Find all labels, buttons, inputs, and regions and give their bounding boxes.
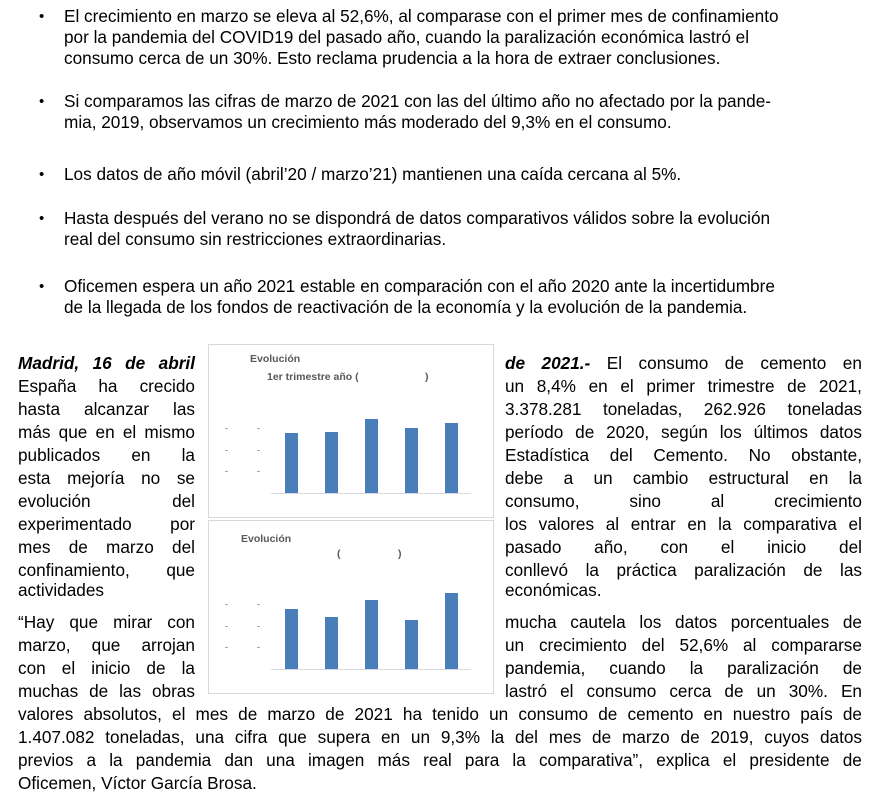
text-line: marzo, que arrojan (18, 635, 195, 655)
chart-march (208, 520, 494, 694)
chart-bar (285, 433, 298, 493)
text-line: un 8,4% en el primer trimestre de 2021, (505, 376, 862, 396)
text-line: confinamiento, que (18, 560, 195, 580)
bullet-dot-icon: • (39, 166, 45, 183)
text-line: lastró el consumo cerca de un 30%. En (505, 681, 862, 701)
text-line: previos a la pandemia dan una imagen más real para la comparativa”, explica el presidente de (18, 750, 862, 770)
bullet-text-line: real del consumo sin restricciones extraordinarias. (64, 229, 447, 249)
text-line: hasta alcanzar las (18, 399, 195, 419)
text-line: actividades (18, 580, 104, 600)
bullet-text-line: Oficemen espera un año 2021 estable en comparación con el año 2020 ante la incertidumbre (64, 276, 775, 296)
axis-tick (225, 428, 228, 429)
chart-first-quarter (208, 344, 494, 518)
axis-tick (257, 450, 260, 451)
text-line: experimentado por (18, 514, 195, 534)
text-line: de 2021.- El consumo de cemento en (505, 353, 862, 373)
text-line: un crecimiento del 52,6% al compararse (505, 635, 862, 655)
text-line: con el inicio de la (18, 658, 195, 678)
chart-bar (325, 432, 338, 493)
axis-tick (257, 428, 260, 429)
text-line: más que en el mismo (18, 422, 195, 442)
bullet-text-line: por la pandemia del COVID19 del pasado año, cuando la paralización económica lastró el (64, 27, 750, 47)
chart-2-plot (271, 573, 471, 669)
axis-tick (257, 647, 260, 648)
chart-2-subtitle-close: ) (398, 548, 402, 560)
text-line: conllevó la práctica paralización de las (505, 560, 862, 580)
text-line: mes de marzo del (18, 537, 195, 557)
bullet-text-line: de la llegada de los fondos de reactivación de la economía y la evolución de la pandemia. (64, 297, 748, 317)
bullet-dot-icon: • (39, 93, 45, 110)
text-line: Madrid, 16 de abril (18, 353, 195, 373)
bullet-dot-icon: • (39, 8, 45, 25)
bullet-text-line: Los datos de año móvil (abril’20 / marzo’21) mantienen una caída cercana al 5%. (64, 164, 682, 184)
text-line: pandemia, cuando la paralización de (505, 658, 862, 678)
chart-bar (445, 423, 458, 493)
axis-tick (225, 471, 228, 472)
bullet-dot-icon: • (39, 278, 45, 295)
text-line: 3.378.281 toneladas, 262.926 toneladas (505, 399, 862, 419)
text-line: España ha crecido (18, 376, 195, 396)
text-line: Oficemen, Víctor García Brosa. (18, 773, 257, 793)
text-line: valores absolutos, el mes de marzo de 2021 ha tenido un consumo de cemento en nuestro país de (18, 704, 862, 724)
axis-tick (225, 604, 228, 605)
text-line: muchas de las obras (18, 681, 195, 701)
chart-1-title: Evolución (250, 353, 301, 365)
axis-tick (225, 626, 228, 627)
bullet-dot-icon: • (39, 210, 45, 227)
chart-bar (445, 593, 458, 669)
chart-1-subtitle: 1er trimestre año ( (267, 371, 359, 383)
axis-tick (225, 450, 228, 451)
chart-bar (365, 600, 378, 669)
chart-baseline (271, 493, 471, 494)
chart-1-subtitle-close: ) (425, 371, 429, 383)
text-line: publicados en la (18, 445, 195, 465)
axis-tick (225, 647, 228, 648)
chart-bar (405, 620, 418, 669)
text-line: período de 2020, según los últimos datos (505, 422, 862, 442)
bullet-text-line: Hasta después del verano no se dispondrá de datos comparativos válidos sobre la evolución (64, 208, 771, 228)
text-line: los valores al entrar en la comparativa el (505, 514, 862, 534)
text-line: debe a un cambio estructural en la (505, 468, 862, 488)
text-line: “Hay que mirar con (18, 612, 195, 632)
chart-bar (325, 617, 338, 669)
text-line: consumo, sino al crecimiento (505, 491, 862, 511)
text-line: esta mejoría no se (18, 468, 195, 488)
text-line: mucha cautela los datos porcentuales de (505, 612, 862, 632)
bullet-text-line: El crecimiento en marzo se eleva al 52,6%, al comparase con el primer mes de confinamiento (64, 6, 779, 26)
text-line: evolución del (18, 491, 195, 511)
chart-bar (405, 428, 418, 493)
chart-1-plot (271, 397, 471, 493)
text-line: pasado año, con el inicio del (505, 537, 862, 557)
chart-2-title: Evolución (241, 533, 292, 545)
axis-tick (257, 471, 260, 472)
bullet-text-line: mia, 2019, observamos un crecimiento más moderado del 9,3% en el consumo. (64, 112, 672, 132)
chart-2-subtitle: ( (337, 548, 341, 560)
text-line: 1.407.082 toneladas, una cifra que supera en un 9,3% la del mes de marzo de 2019, cuyos datos (18, 727, 862, 747)
bullet-text-line: Si comparamos las cifras de marzo de 2021 con las del último año no afectado por la pande- (64, 91, 771, 111)
chart-bar (285, 609, 298, 669)
axis-tick (257, 626, 260, 627)
axis-tick (257, 604, 260, 605)
chart-bar (365, 419, 378, 493)
text-line: económicas. (505, 580, 602, 600)
text-line: Estadística del Cemento. No obstante, (505, 445, 862, 465)
bullet-text-line: consumo cerca de un 30%. Esto reclama prudencia a la hora de extraer conclusiones. (64, 48, 721, 68)
chart-baseline (271, 669, 471, 670)
